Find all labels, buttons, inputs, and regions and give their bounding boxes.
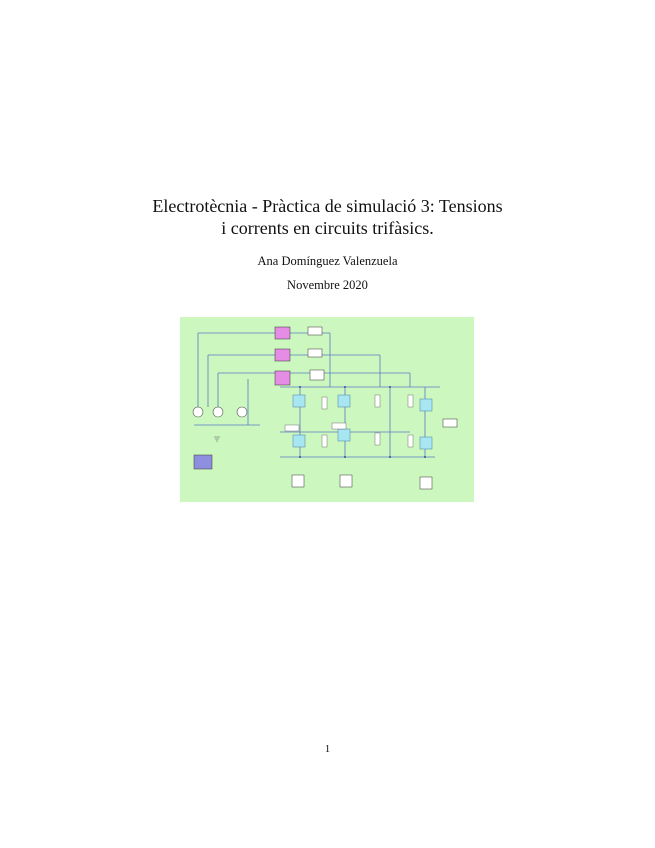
node-dots — [299, 386, 426, 458]
powergui-block — [194, 455, 212, 469]
page-number: 1 — [324, 743, 331, 755]
date: Novembre 2020 — [287, 278, 368, 292]
document-title — [0, 195, 655, 239]
title-line-1: Electrotècnia - Pràctica de simulació 3: Tensions — [152, 196, 503, 216]
circuit-schematic-figure — [180, 317, 474, 502]
source-blocks — [275, 327, 290, 385]
title-line-2: i corrents en circuits trifàsics. — [221, 218, 434, 238]
author: Ana Domínguez Valenzuela — [257, 254, 398, 268]
voltage-sources — [193, 407, 247, 417]
circuit-schematic — [180, 317, 474, 502]
ground-icon — [214, 437, 220, 441]
